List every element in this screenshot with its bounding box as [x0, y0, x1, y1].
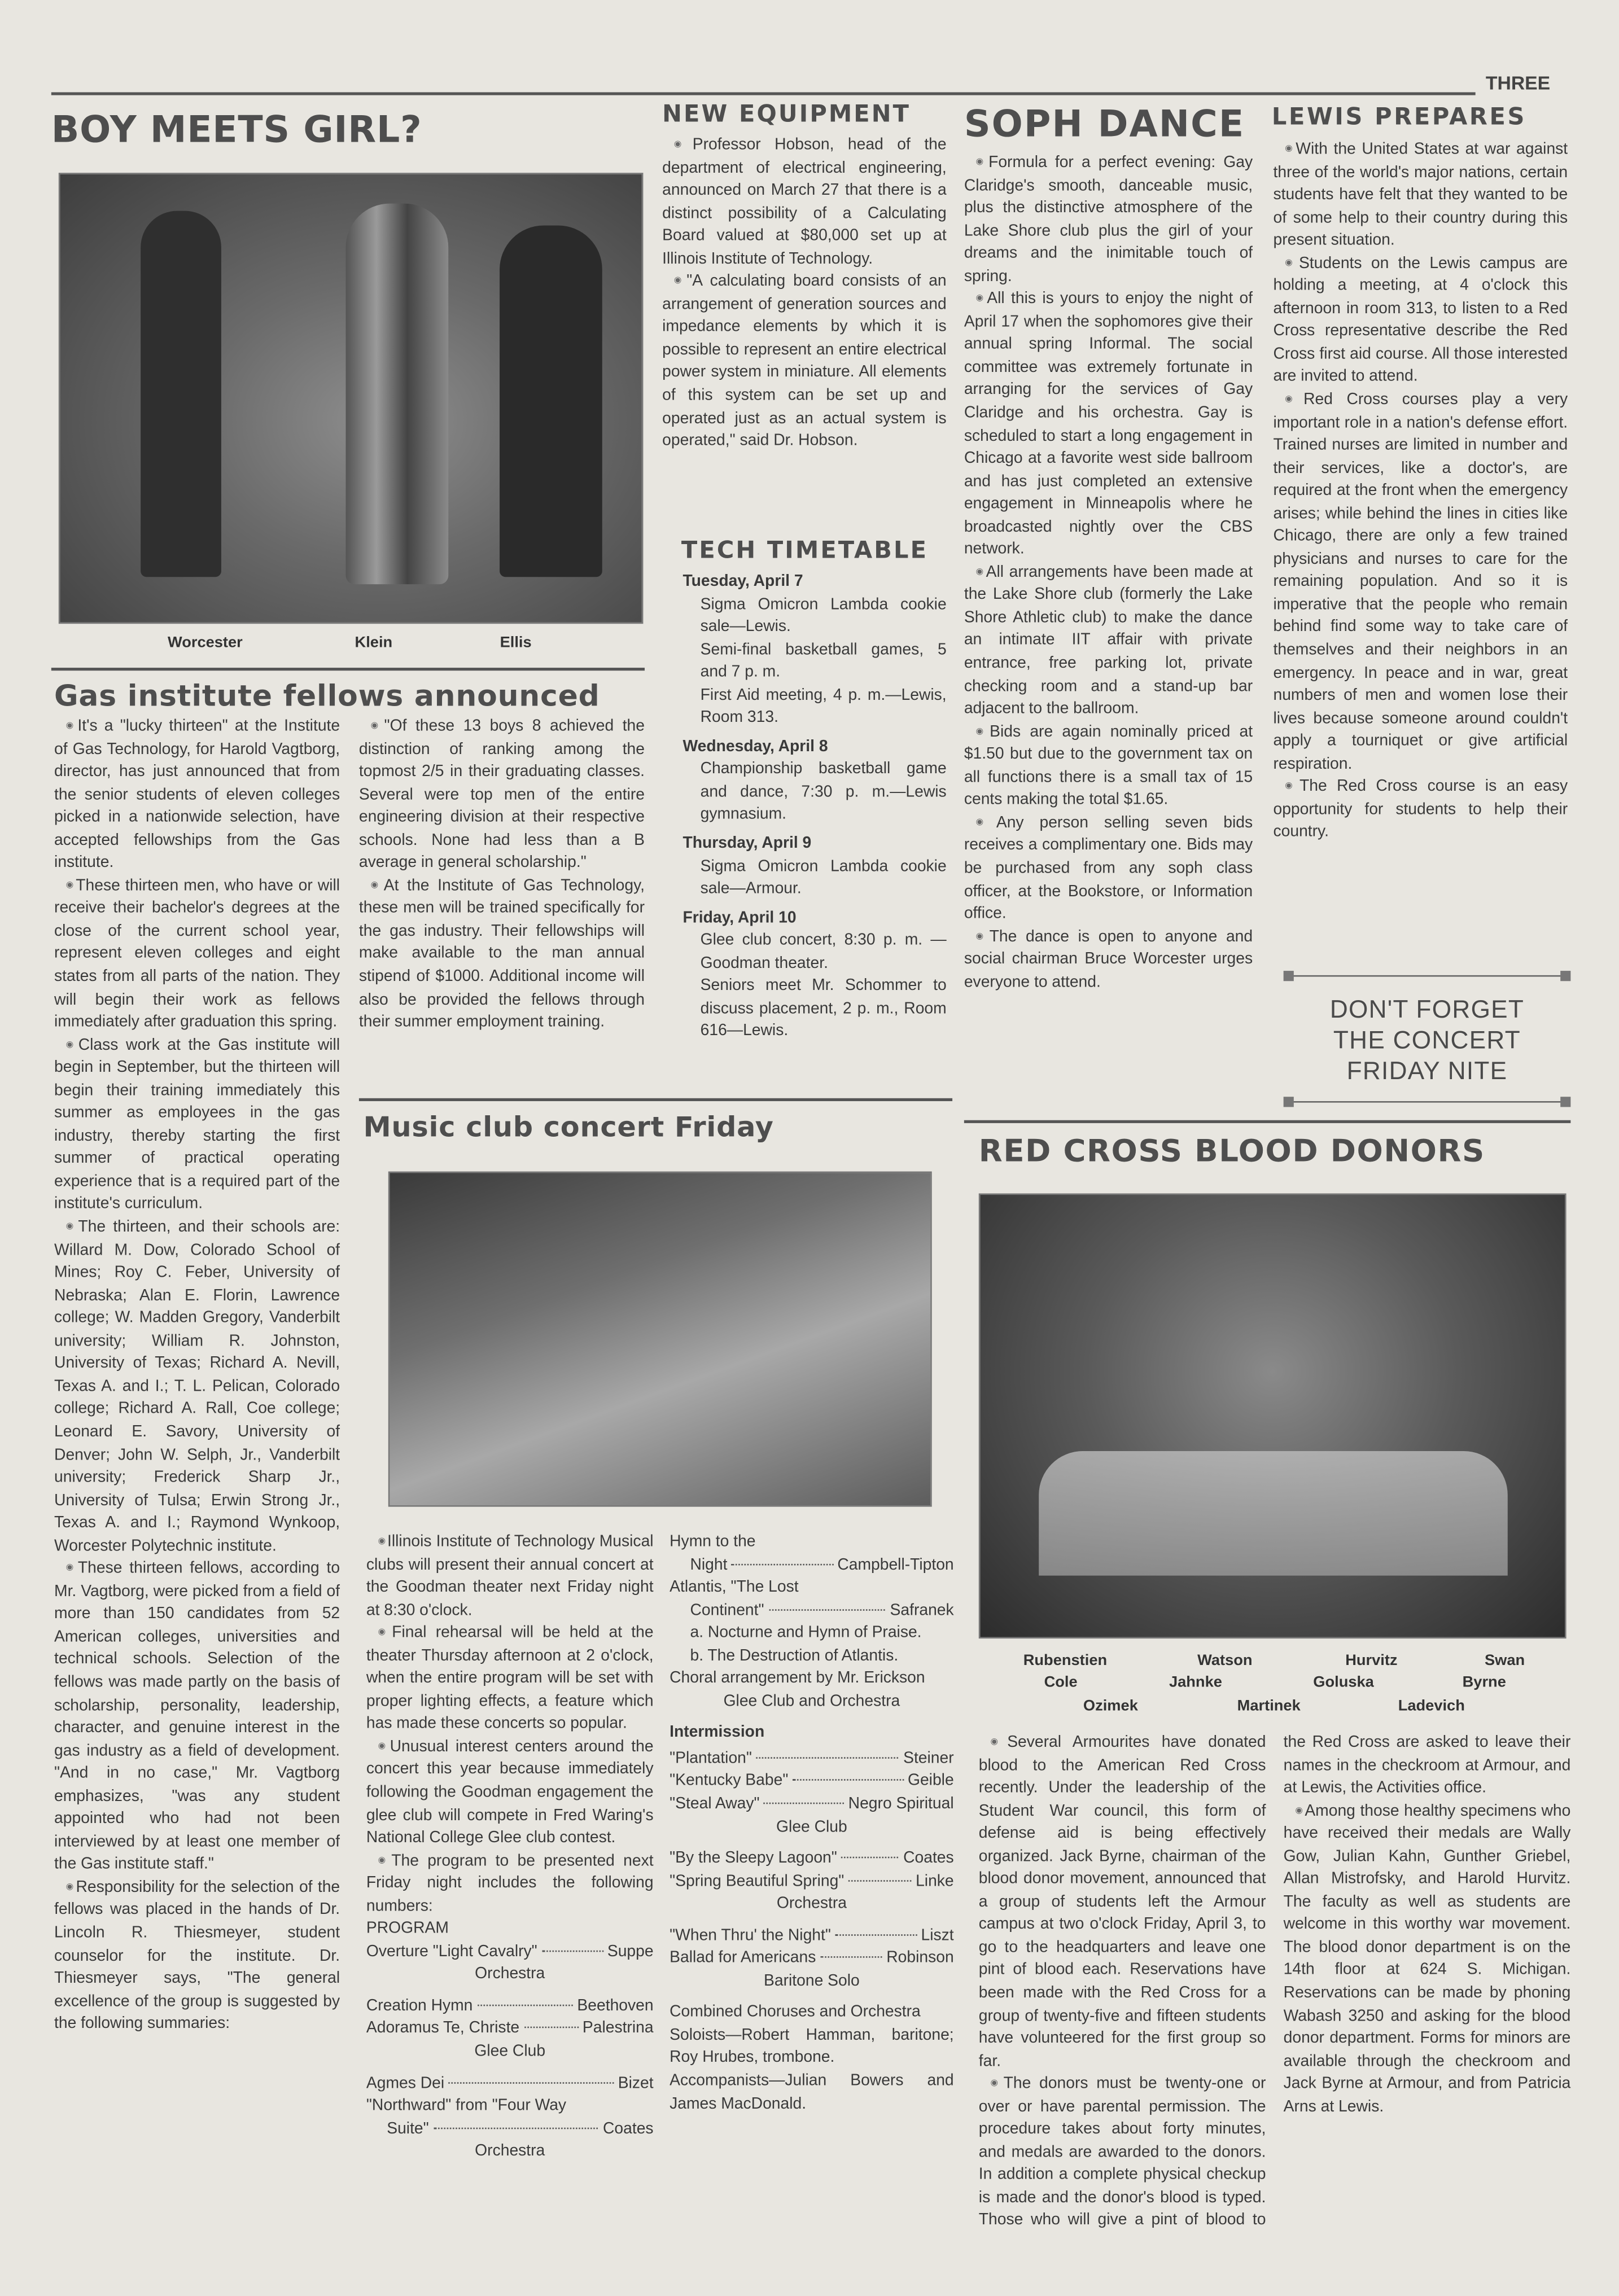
paragraph: ◉ These thirteen fellows, according to Mr. Vagtborg, were picked from a field of more than 150 candidates from 52 American colleges, universities and technical schools. Selection of the fellows was made partly on the basis of scholarship, personality, leadership, character, and genuine interest in the gas industry as a field of development. "And in no case," Mr. Vagtborg emphasizes, "was any student appointed who had not been interviewed by at least one member of the Gas institute staff." [54, 1558, 340, 1877]
box-corner [1560, 971, 1570, 981]
box-corner [1284, 1097, 1294, 1107]
tech-timetable-headline: TECH TIMETABLE [681, 536, 929, 564]
program-title: "Steal Away" [670, 1795, 760, 1813]
music-paragraphs [366, 1532, 654, 1919]
program-title: "Kentucky Babe" [670, 1772, 789, 1790]
program-composer: Coates [603, 2119, 654, 2137]
dot-leader [848, 1879, 911, 1881]
photo-caption: Ladevich [1398, 1697, 1465, 1715]
box-rule [1289, 975, 1565, 977]
timetable-day: Wednesday, April 8 [682, 738, 828, 756]
dot-leader [768, 1609, 885, 1610]
box-corner [1284, 971, 1294, 981]
program-composer: Negro Spiritual [848, 1795, 954, 1813]
timetable-event: Sigma Omicron Lambda cookie sale—Armour. [700, 857, 947, 898]
program-performer: Baritone Solo [764, 1972, 860, 1990]
timetable-event: Seniors meet Mr. Schommer to discuss placement, 2 p. m., Room 616—Lewis. [700, 977, 947, 1041]
program-item [366, 1942, 654, 1964]
lewis-prepares-article [1273, 139, 1568, 953]
gas-article-col-b [359, 716, 645, 1094]
dot-leader [756, 1757, 899, 1759]
section-rule [51, 668, 645, 670]
program-composer: Robinson [886, 1949, 954, 1968]
paragraph: ◉ All this is yours to enjoy the night of April 17 when the sophomores give their annual spring Informal. The social committee was extremely fortunate in arranging for the services of Gay Claridge and his orchestra. Gay is scheduled to start a long engagement in Chicago at a favorite west side ballroom and has just completed an extensive engagement in Minneapolis where he broadcasted nightly over the CBS network. [964, 289, 1253, 562]
program-composer: Linke [916, 1872, 954, 1890]
paragraph: ◉ With the United States at war against three of the world's major nations, certain students have felt that they wanted to be of some help to their country during this present situation. [1273, 139, 1568, 253]
paragraph: ◉ All arrangements have been made at the Lake Shore club (formerly the Lake Shore Athletic club) to make the dance an intimate IIT affair with private entrance, free parking lot, private checking room and a stand-up bar adjacent to the ballroom. [964, 562, 1253, 721]
paragraph: ◉ At the Institute of Gas Technology, these men will be trained specifically for the gas industry. Their fellowships will make available to the man annual stipend of $1000. Additional income will also be provided the fellows through their summer employment training. [359, 875, 645, 1035]
paragraph: ◉ Class work at the Gas institute will begin in September, but the thirteen will begin their training immediately this summer as employees in the gas industry, thereby starting the first summer of practical operating experience that is a required part of the institute's curriculum. [54, 1035, 340, 1217]
boy-meets-girl-photo [59, 173, 644, 624]
timetable-day: Tuesday, April 7 [682, 572, 803, 590]
program-composer: Campbell-Tipton [837, 1556, 954, 1574]
program-composer: Beethoven [577, 1997, 654, 2015]
music-article-col-1 [366, 1532, 654, 2249]
concert-reminder-line: THE CONCERT [1333, 1026, 1521, 1054]
program-item [670, 1600, 954, 1623]
program-title: Suite" [387, 2119, 429, 2137]
program-list [366, 1942, 654, 2164]
photo-caption: Cole [1044, 1673, 1078, 1692]
program-line: b. The Destruction of Atlantis. [690, 1647, 899, 1665]
program-line: a. Nocturne and Hymn of Praise. [690, 1624, 922, 1642]
program-performer: Orchestra [475, 1965, 545, 1983]
program-item [670, 1948, 954, 1970]
dot-leader [433, 2127, 598, 2129]
paragraph: ◉ Professor Hobson, head of the department of electrical engineering, announced on March 27 that there is a distinct possibility of a Calculating Board valued at $80,000 set up at Illinois Institute of Technology. [662, 135, 947, 271]
section-rule [359, 1098, 952, 1101]
program-item [670, 1925, 954, 1948]
program-composer: Palestrina [582, 2019, 654, 2038]
paragraph: ◉ Responsibility for the selection of the fellows was placed in the hands of Dr. Lincoln R. Thiesmeyer, student counselor for the institute. Dr. Thiesmeyer says, "The general excellence of the group is suggested by the following summaries: [54, 1877, 340, 2036]
photo-caption: Jahnke [1169, 1673, 1222, 1692]
program-composer: Bizet [618, 2074, 654, 2092]
photo-caption: Rubenstien [1023, 1651, 1108, 1670]
dot-leader [449, 2082, 614, 2083]
concert-reminder-line: DON'T FORGET [1329, 996, 1525, 1024]
program-item [670, 1871, 954, 1894]
program-list [670, 1532, 954, 2116]
lewis-prepares-headline: LEWIS PREPARES [1271, 102, 1527, 130]
top-rule [51, 92, 1476, 94]
dot-leader [524, 2027, 578, 2029]
paragraph: ◉ Several Armourites have donated blood to the American Red Cross recently. Under the leadership of the Student War council, this form of defense aid is being effectively organized. Jack Byrne, chairman of the blood donor movement, announced that a group of students left the Armour campus at two o'clock Friday, April 3, to go to the headquarters and leave one pint of blood each. Reservations have been made with the Red Cross for a group of twenty-five and fifteen students have volunteered for the first group so far. [979, 1732, 1266, 2074]
soph-dance-headline: SOPH DANCE [964, 102, 1245, 145]
paragraph: ◉ Unusual interest centers around the concert this year because immediately following the Goodman engagement the glee club will compete in Fred Waring's National College Glee club contest. [366, 1737, 654, 1851]
red-cross-article [979, 1732, 1571, 2250]
program-title: Continent" [690, 1601, 764, 1619]
paragraph: ◉ Red Cross courses play a very important role in a nation's defense effort. Trained nurses are limited in number and their services, like a doctor's, are required at the front when the emergency arises; while behind the lines in cities like Chicago, there are only a few trained physicians and nurses to care for the remaining population. And so it is imperative that the people who remain behind find some way to take care of themselves and their neighbors in an emergency. In peace and in war, great numbers of men and women lose their lives because someone around couldn't apply a tourniquet or give artificial respiration. [1273, 389, 1568, 777]
boy-meets-girl-headline: BOY MEETS GIRL? [51, 108, 422, 151]
soph-dance-article [964, 152, 1253, 1113]
timetable-day: Friday, April 10 [682, 909, 797, 927]
program-item [366, 2118, 654, 2141]
gas-article-col-a [54, 716, 340, 2251]
program-item [366, 2018, 654, 2041]
program-line: Combined Choruses and Orchestra [670, 2004, 921, 2022]
red-cross-headline: RED CROSS BLOOD DONORS [978, 1133, 1485, 1169]
paragraph: ◉ Formula for a perfect evening: Gay Claridge's smooth, danceable music, plus the distinctive atmosphere of the Lake Shore club plus the girl of your dreams and the inimitable touch of spring. [964, 152, 1253, 289]
photo-figure [141, 211, 221, 577]
program-title: Overture "Light Cavalry" [366, 1943, 537, 1961]
program-composer: Coates [903, 1850, 954, 1868]
music-club-photo [388, 1172, 932, 1507]
paragraph: ◉ Among those healthy specimens who have received their medals are Wally Gow, Julian Kahn, Gunther Griebel, Allan Mistrofsky, and Harold Hurvitz. The faculty as well as students are welcome in this worthy war movement. The blood donor department is on the 14th floor at 624 S. Michigan. Reservations can be made by phoning Wabash 3250 and asking for the blood donor department. Forms for minors are available through the checkroom and Jack Byrne at Armour, and from Patricia Arns at Lewis. [1284, 1800, 1571, 2119]
timetable-event: Glee club concert, 8:30 p. m. —Goodman theater. [700, 931, 947, 972]
photo-caption: Ellis [500, 634, 532, 652]
new-equipment-headline: NEW EQUIPMENT [662, 99, 911, 128]
paragraph: ◉ The Red Cross course is an easy opportunity for students to help their country. [1273, 777, 1568, 845]
paragraph: ◉ It's a "lucky thirteen" at the Institute of Gas Technology, for Harold Vagtborg, director, has just announced that from the senior students of eleven colleges picked in a nationwide selection, have accepted fellowships from the Gas institute. [54, 716, 340, 875]
program-item [670, 1848, 954, 1870]
dot-leader [477, 2005, 572, 2006]
program-title: "By the Sleepy Lagoon" [670, 1850, 837, 1868]
new-equipment-article [662, 135, 947, 519]
photo-figure [500, 226, 602, 577]
paragraph: ◉ Any person selling seven bids receives a complimentary one. Bids may be purchased from any soph class officer, at the Bookstore, or Information office. [964, 813, 1253, 927]
photo-caption: Ozimek [1083, 1697, 1138, 1715]
program-item [366, 1996, 654, 2018]
paragraph: ◉ "A calculating board consists of an arrangement of generation sources and impedance elements by which it is possible to represent an entire electrical power system in miniature. All elements of this system can be set up and operated just as an actual system is operated," said Dr. Hobson. [662, 271, 947, 454]
program-title: Creation Hymn [366, 1997, 473, 2015]
program-composer: Geible [907, 1772, 954, 1790]
program-item [670, 1794, 954, 1816]
dot-leader [542, 1950, 603, 1952]
program-composer: Steiner [903, 1750, 954, 1768]
dot-leader [793, 1780, 903, 1781]
photo-figure [346, 204, 449, 585]
timetable-event: Championship basketball game and dance, 7:30 p. m.—Lewis gymnasium. [700, 760, 947, 824]
paragraph: ◉ The donors must be twenty-one or over or have parental permission. The procedure takes about forty minutes, and medals are awarded to the donors. In addition a complete physical checkup is made and the donor's blood is typed. Those who will give a pint of blood to the Red Cross are asked to leave their names in the checkroom at Armour, and at Lewis, the Activities office. [979, 1732, 1571, 2250]
paragraph: ◉ Illinois Institute of Technology Musical clubs will present their annual concert at the Goodman theater next Friday night at 8:30 o'clock. [366, 1532, 654, 1623]
program-line: Accompanists—Julian Bowers and James MacDonald. [670, 2072, 954, 2113]
program-title: Ballad for Americans [670, 1949, 816, 1968]
dot-leader [820, 1957, 882, 1958]
photo-caption: Goluska [1313, 1673, 1374, 1692]
paragraph: ◉ The program to be presented next Friday night includes the following numbers: [366, 1850, 654, 1918]
program-performer: Glee Club [474, 2043, 546, 2061]
tech-timetable [683, 565, 947, 1044]
concert-reminder-box [1284, 969, 1571, 1108]
photo-caption: Martinek [1237, 1697, 1301, 1715]
program-subheading: Intermission [670, 1724, 765, 1742]
paragraph: ◉ The thirteen, and their schools are: Willard M. Dow, Colorado School of Mines; Roy C. Feber, University of Nebraska; Alan E. Florin, Lawrence college; W. Madden Gregory, Vanderbilt university; William R. Johnston, University of Texas; Richard A. Nevill, Texas A. and I.; T. L. Pelican, Colorado college; Richard A. Rall, Coe college; Leonard E. Savory, University of Denver; John W. Selph, Jr., Vanderbilt university; Frederick Sharp Jr., University of Tulsa; Erwin Strong Jr., Texas A. and I.; Raymond Wynkoop, Worcester Polytechnic institute. [54, 1217, 340, 1558]
concert-reminder-line: FRIDAY NITE [1346, 1057, 1508, 1085]
program-performer: Glee Club [776, 1818, 847, 1836]
page-number: THREE [1485, 72, 1551, 94]
program-performer: Glee Club and Orchestra [723, 1692, 900, 1710]
dot-leader [732, 1563, 833, 1565]
program-performer: Orchestra [776, 1895, 847, 1913]
program-title: "Plantation" [670, 1750, 752, 1768]
paragraph: ◉ Final rehearsal will be held at the theater Thursday afternoon at 2 o'clock, when the entire program will be set with proper lighting effects, a feature which has made these concerts so popular. [366, 1623, 654, 1737]
paragraph: ◉ Students on the Lewis campus are holding a meeting, at 4 o'clock this afternoon in room 313, to listen to a Red Cross representative describe the Red Cross first aid course. All those interested are invited to attend. [1273, 253, 1568, 389]
paragraph: ◉ Bids are again nominally priced at $1.50 but due to the government tax on all functions there is a small tax of 15 cents making the total $1.65. [964, 721, 1253, 812]
photo-caption: Watson [1197, 1651, 1253, 1670]
program-line: Hymn to the [670, 1533, 756, 1551]
timetable-event: First Aid meeting, 4 p. m.—Lewis, Room 313. [700, 686, 947, 727]
blood-donors-photo [979, 1193, 1567, 1638]
program-item [670, 1554, 954, 1577]
program-title: Night [690, 1556, 728, 1574]
program-composer: Liszt [921, 1926, 954, 1944]
program-line: Soloists—Robert Hamman, baritone; Roy Hrubes, trombone. [670, 2026, 954, 2067]
photo-caption: Klein [355, 634, 393, 652]
program-composer: Safranek [890, 1601, 954, 1619]
dot-leader [835, 1934, 917, 1936]
photo-caption: Hurvitz [1345, 1651, 1398, 1670]
photo-figures [1039, 1451, 1508, 1576]
timetable-event: Semi-final basketball games, 5 and 7 p. m. [700, 641, 947, 681]
photo-caption: Worcester [167, 634, 243, 652]
program-item [670, 1749, 954, 1771]
music-club-headline: Music club concert Friday [363, 1111, 774, 1144]
dot-leader [842, 1857, 899, 1859]
paragraph: ◉ The dance is open to anyone and social chairman Bruce Worcester urges everyone to attend. [964, 926, 1253, 994]
paragraph: ◉ These thirteen men, who have or will receive their bachelor's degrees at the close of the current school year, represent eleven colleges and eight states from all parts of the nation. They will begin their work as fellows immediately after graduation this spring. [54, 875, 340, 1035]
program-title: "When Thru' the Night" [670, 1926, 831, 1944]
program-composer: Suppe [607, 1943, 654, 1961]
program-heading: PROGRAM [366, 1920, 449, 1938]
photo-caption: Swan [1484, 1651, 1525, 1670]
program-title: "Spring Beautiful Spring" [670, 1872, 844, 1890]
music-article-col-2 [670, 1532, 954, 2249]
box-rule [1289, 1101, 1565, 1103]
paragraph: ◉ "Of these 13 boys 8 achieved the distinction of ranking among the topmost 2/5 in their graduating classes. Several were top men of the entire engineering division at their respective schools. None had less than a B average in general scholarship." [359, 716, 645, 875]
program-title: Adoramus Te, Christe [366, 2019, 520, 2038]
program-line: "Northward" from "Four Way [366, 2097, 567, 2115]
photo-caption: Byrne [1462, 1673, 1506, 1692]
program-item [670, 1771, 954, 1794]
program-line: Choral arrangement by Mr. Erickson [670, 1670, 925, 1688]
program-performer: Orchestra [475, 2142, 545, 2161]
program-title: Agmes Dei [366, 2074, 445, 2092]
program-line: Atlantis, "The Lost [670, 1579, 799, 1597]
timetable-day: Thursday, April 9 [682, 834, 812, 852]
box-corner [1560, 1097, 1570, 1107]
section-rule [964, 1120, 1571, 1123]
program-item [366, 2073, 654, 2096]
dot-leader [764, 1803, 844, 1804]
gas-institute-headline: Gas institute fellows announced [54, 678, 600, 713]
timetable-event: Sigma Omicron Lambda cookie sale—Lewis. [700, 595, 947, 636]
